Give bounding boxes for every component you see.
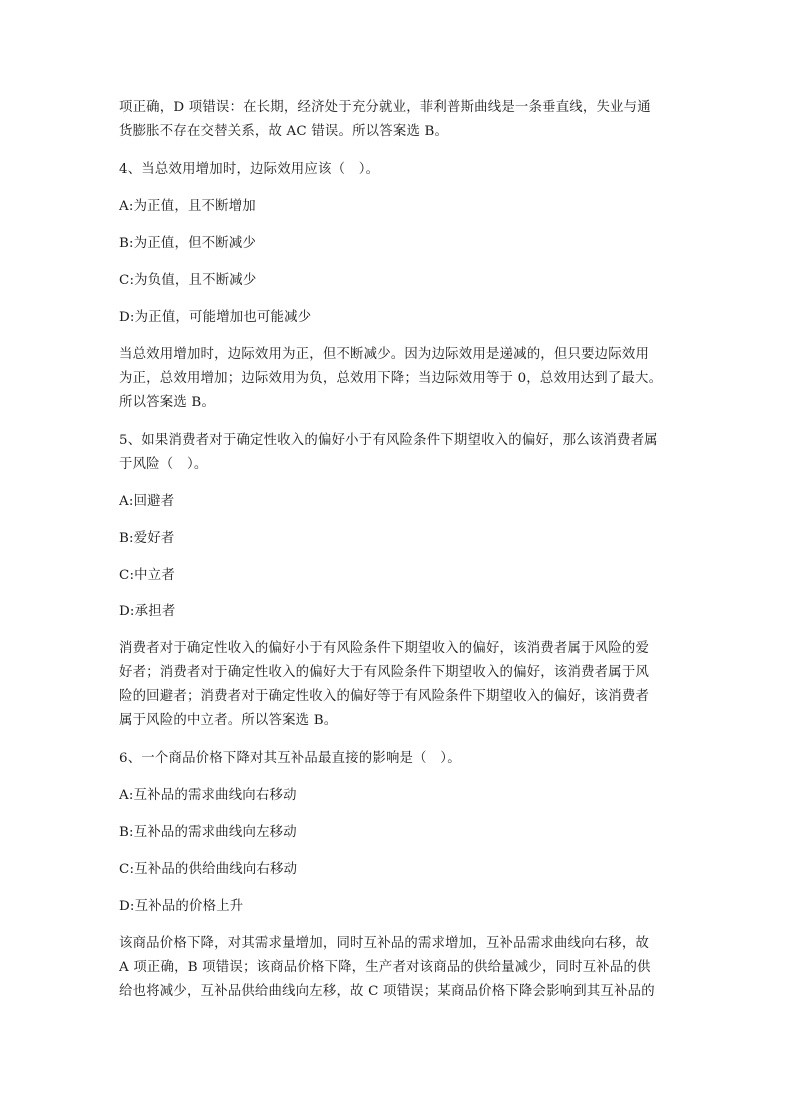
option-text: D:承担者: [119, 604, 176, 619]
text-line: 为正，总效用增加；边际效用为负，总效用下降；当边际效用等于 0，总效用达到了最大。: [119, 371, 663, 386]
option-c: [119, 269, 675, 293]
question-text: 6、一个商品价格下降对其互补品最直接的影响是（ ）。: [119, 751, 461, 766]
option-text: C:互补品的供给曲线向右移动: [119, 862, 298, 877]
text-line: 所以答案选 B。: [119, 395, 216, 410]
text-line: 货膨胀不存在交替关系，故 AC 错误。所以答案选 B。: [119, 124, 449, 139]
question-text: 4、当总效用增加时，边际效用应该（ ）。: [119, 162, 380, 177]
explanation-paragraph: [119, 96, 675, 144]
option-text: B:互补品的需求曲线向左移动: [119, 825, 297, 840]
text-line: A 项正确，B 项错误；该商品价格下降，生产者对该商品的供给量减少，同时互补品的供: [119, 960, 651, 975]
option-text: A:互补品的需求曲线向右移动: [119, 788, 297, 803]
option-text: A:回避者: [119, 494, 175, 509]
option-d: [119, 895, 675, 919]
question-text: 于风险（ ）。: [119, 457, 208, 472]
text-line: 消费者对于确定性收入的偏好小于有风险条件下期望收入的偏好，该消费者属于风险的爱: [119, 641, 650, 656]
text-line: 项正确，D 项错误：在长期，经济处于充分就业，菲利普斯曲线是一条垂直线，失业与通: [119, 100, 651, 115]
option-text: C:为负值，且不断减少: [119, 273, 257, 288]
text-line: 险的回避者；消费者对于确定性收入的偏好等于有风险条件下期望收入的偏好，该消费者: [119, 689, 650, 704]
option-text: D:为正值，可能增加也可能减少: [119, 310, 312, 325]
option-text: B:为正值，但不断减少: [119, 236, 257, 251]
text-line: 该商品价格下降，对其需求量增加，同时互补品的需求增加，互补品需求曲线向右移，故: [119, 936, 650, 951]
option-d: [119, 600, 675, 624]
option-b: [119, 821, 675, 845]
option-c: [119, 564, 675, 588]
option-a: [119, 784, 675, 808]
option-text: D:互补品的价格上升: [119, 899, 244, 914]
option-b: [119, 527, 675, 551]
explanation-paragraph: [119, 932, 675, 1004]
option-text: A:为正值，且不断增加: [119, 199, 256, 214]
option-text: C:中立者: [119, 568, 175, 583]
option-a: [119, 195, 675, 219]
text-line: 属于风险的中立者。所以答案选 B。: [119, 713, 338, 728]
question-5: [119, 429, 675, 477]
explanation-paragraph: [119, 343, 675, 415]
question-4: [119, 158, 675, 182]
option-text: B:爱好者: [119, 531, 175, 546]
text-line: 给也将减少，互补品供给曲线向左移，故 C 项错误；某商品价格下降会影响到其互补品的: [119, 984, 655, 999]
option-d: [119, 306, 675, 330]
text-line: 好者；消费者对于确定性收入的偏好大于有风险条件下期望收入的偏好，该消费者属于风: [119, 665, 650, 680]
explanation-paragraph: [119, 637, 675, 733]
option-a: [119, 490, 675, 514]
question-6: [119, 747, 675, 771]
option-c: [119, 858, 675, 882]
text-line: 当总效用增加时，边际效用为正，但不断减少。因为边际效用是递减的，但只要边际效用: [119, 347, 650, 362]
question-text: 5、如果消费者对于确定性收入的偏好小于有风险条件下期望收入的偏好，那么该消费者属: [119, 433, 658, 448]
option-b: [119, 232, 675, 256]
